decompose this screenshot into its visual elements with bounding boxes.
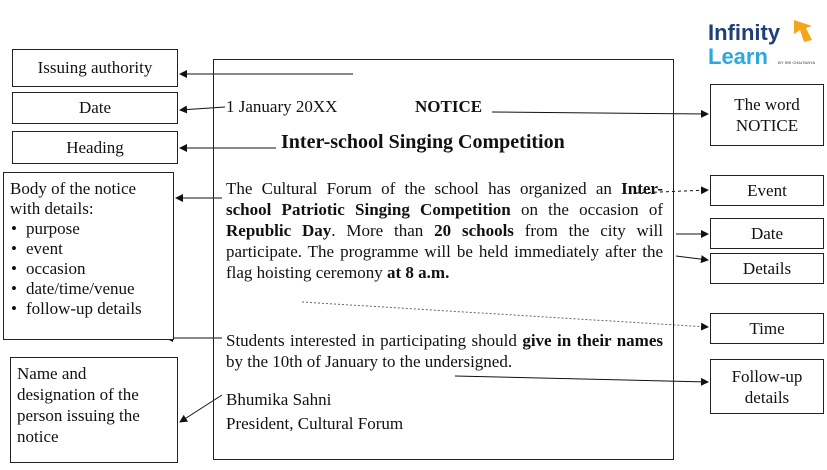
bullet-follow-up-details: • follow-up details [10,299,167,319]
label-details: Details [710,253,824,284]
notice-word: NOTICE [415,97,483,116]
notice-follow-up-paragraph: Students interested in participating should give in their names by the 10th of January to the undersigned. [226,331,663,371]
school-count: 20 schools [434,221,514,240]
label-date-right: Date [710,218,824,249]
label-word-notice: The word NOTICE [710,84,824,146]
notice-body-paragraph: The Cultural Forum of the school has organized an Inter-school Patriotic Singing Competition on the occasion of Republic Day. More than 20 schools from the city will participate. The programme will be held immediately after the flag hoisting ceremony at 8 a.m. [226,179,663,282]
label-issuing-authority: Issuing authority [12,49,178,87]
label-name-designation: Name and designation of the person issuing the notice [10,357,178,463]
notice-panel [213,59,674,460]
logo-line1: Infinity [708,20,781,45]
label-date: Date [12,92,178,124]
logo-arrow-icon [794,20,812,42]
logo-line2: Learn [708,44,768,69]
notice-date: 1 January 20XX [226,97,338,116]
follow-up-action: give in their names [522,331,663,350]
body-title-line1: Body of the notice [10,179,137,198]
notice-heading: Inter-school Singing Competition [281,131,565,153]
event-time: at 8 a.m. [387,263,450,282]
label-body-of-notice [3,172,174,340]
signature-title: President, Cultural Forum [226,414,404,433]
signature-name: Bhumika Sahni [226,390,332,409]
bullet-occasion: • occasion [10,259,167,279]
body-title-line2: with details: [10,199,94,218]
label-time: Time [710,313,824,344]
label-heading: Heading [12,131,178,164]
arrow-details [676,256,708,260]
bullet-date-time-venue: • date/time/venue [10,279,167,299]
logo-tagline: BY SRI CHAITANYA [778,60,816,65]
bullet-purpose: • purpose [10,219,167,239]
bullet-event: • event [10,239,167,259]
occasion-name: Republic Day [226,221,332,240]
infinity-learn-logo [708,14,820,70]
label-follow-up-details: Follow-up details [710,359,824,414]
event-name: Inter-school Patriotic Singing Competition [226,179,663,219]
label-event: Event [710,175,824,206]
body-bullet-list [10,219,167,319]
